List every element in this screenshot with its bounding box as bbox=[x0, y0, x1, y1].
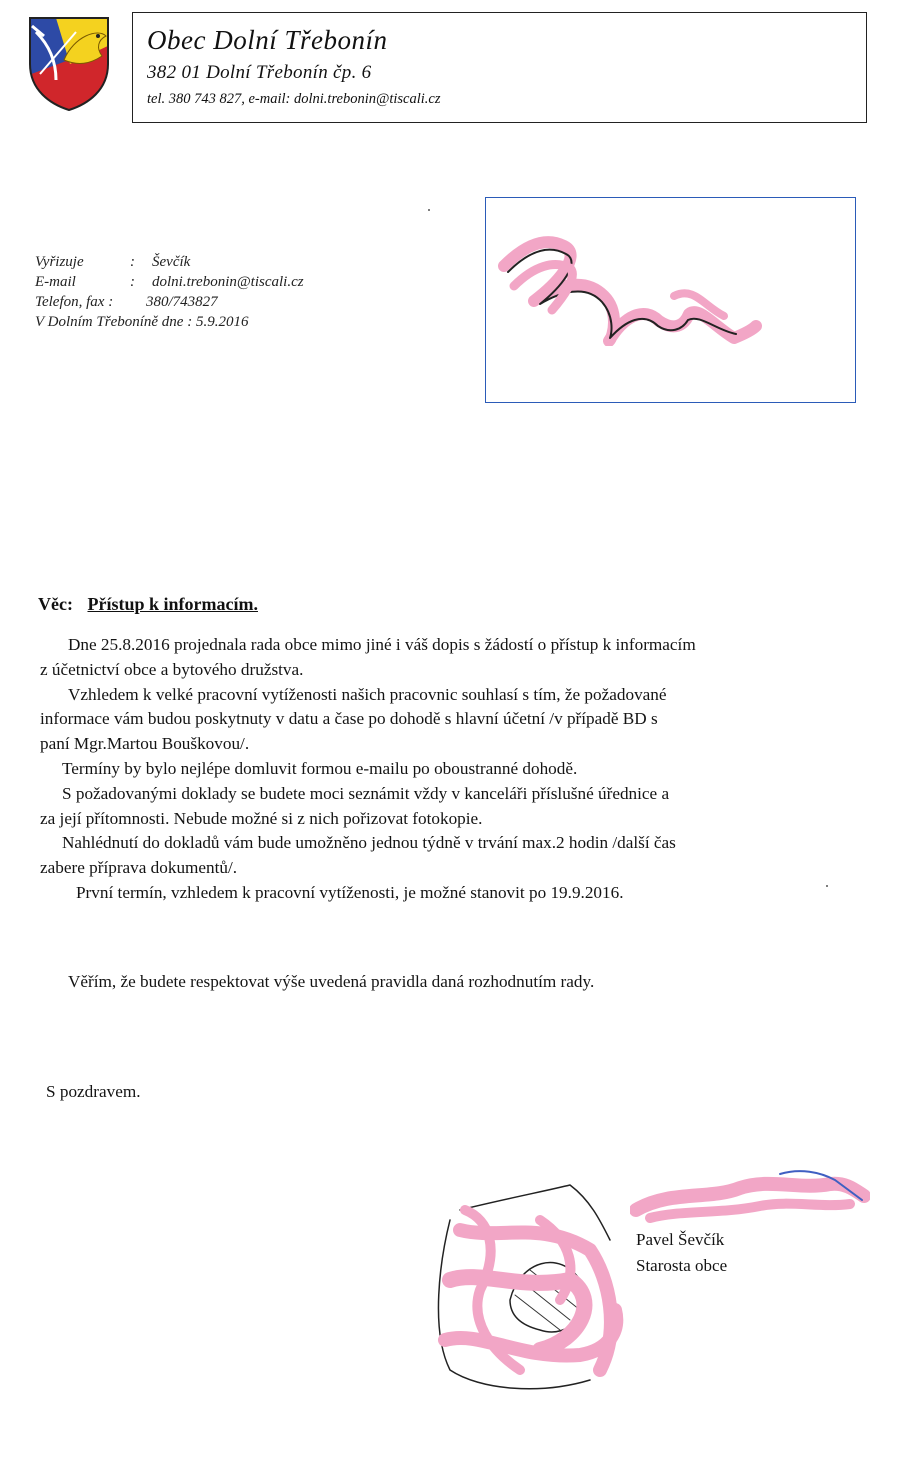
contact-value: 380/743827 bbox=[146, 294, 218, 310]
signer-name: Pavel Ševčík bbox=[636, 1230, 725, 1249]
official-stamp bbox=[420, 1180, 635, 1400]
body-line: Vzhledem k velké pracovní vytíženosti našich pracovnic souhlasí s tím, že požadované bbox=[68, 684, 667, 704]
coat-of-arms-icon bbox=[26, 14, 112, 112]
letterhead bbox=[132, 12, 867, 123]
organization-address: 382 01 Dolní Třebonín čp. 6 bbox=[147, 62, 372, 83]
body-line: zabere příprava dokumentů/. bbox=[40, 858, 238, 878]
organization-contact: tel. 380 743 827, e-mail: dolni.trebonin@tiscali.cz bbox=[147, 91, 441, 107]
body-line: První termín, vzhledem k pracovní vytíženosti, je možné stanovit po 19.9.2016. bbox=[76, 882, 624, 902]
organization-name: Obec Dolní Třebonín bbox=[147, 25, 388, 55]
subject-text: Přístup k informacím. bbox=[87, 594, 258, 614]
body-line: Dne 25.8.2016 projednala rada obce mimo jiné i váš dopis s žádostí o přístup k informacím bbox=[68, 635, 696, 654]
contact-block bbox=[35, 252, 375, 332]
body-line: Nahlédnutí do dokladů vám bude umožněno jednou týdně v trvání max.2 hodin /další čas bbox=[62, 833, 676, 853]
contact-row-date bbox=[35, 312, 375, 332]
subject-label: Věc: bbox=[38, 594, 73, 614]
contact-separator: : bbox=[130, 274, 135, 290]
contact-value: dolni.trebonin@tiscali.cz bbox=[152, 274, 304, 290]
contact-row-handler bbox=[35, 252, 375, 272]
contact-value: Ševčík bbox=[152, 254, 191, 270]
contact-row-phone bbox=[35, 292, 375, 312]
contact-separator: : bbox=[130, 254, 135, 270]
letter-body bbox=[40, 633, 890, 906]
contact-row-email bbox=[35, 272, 375, 292]
closing-statement: Věřím, že budete respektovat výše uvedená pravidla daná rozhodnutím rady. bbox=[68, 972, 595, 991]
scan-speck bbox=[428, 209, 430, 211]
signer-title: Starosta obce bbox=[636, 1256, 728, 1275]
subject-line bbox=[38, 594, 258, 615]
contact-label: E-mail bbox=[35, 274, 76, 290]
body-line: paní Mgr.Martou Bouškovou/. bbox=[40, 734, 250, 754]
signature-mark bbox=[630, 1160, 870, 1230]
body-line: za její přítomnosti. Nebude možné si z nich pořizovat fotokopie. bbox=[40, 808, 483, 828]
contact-label: Vyřizuje bbox=[35, 254, 84, 270]
redaction-mark bbox=[494, 226, 764, 346]
body-line: S požadovanými doklady se budete moci seznámit vždy v kanceláři příslušné úřednice a bbox=[62, 783, 670, 803]
contact-label: Telefon, fax : bbox=[35, 294, 114, 310]
contact-label: V Dolním Třeboníně dne : 5.9.2016 bbox=[35, 314, 249, 330]
body-line: Termíny by bylo nejlépe domluvit formou e-mailu po oboustranné dohodě. bbox=[62, 758, 578, 778]
signer-block bbox=[636, 1227, 727, 1279]
recipient-address-window bbox=[485, 197, 856, 403]
greeting: S pozdravem. bbox=[46, 1082, 141, 1101]
body-line: informace vám budou poskytnuty v datu a čase po dohodě s hlavní účetní /v případě BD s bbox=[40, 709, 658, 729]
body-line: z účetnictví obce a bytového družstva. bbox=[40, 659, 304, 679]
